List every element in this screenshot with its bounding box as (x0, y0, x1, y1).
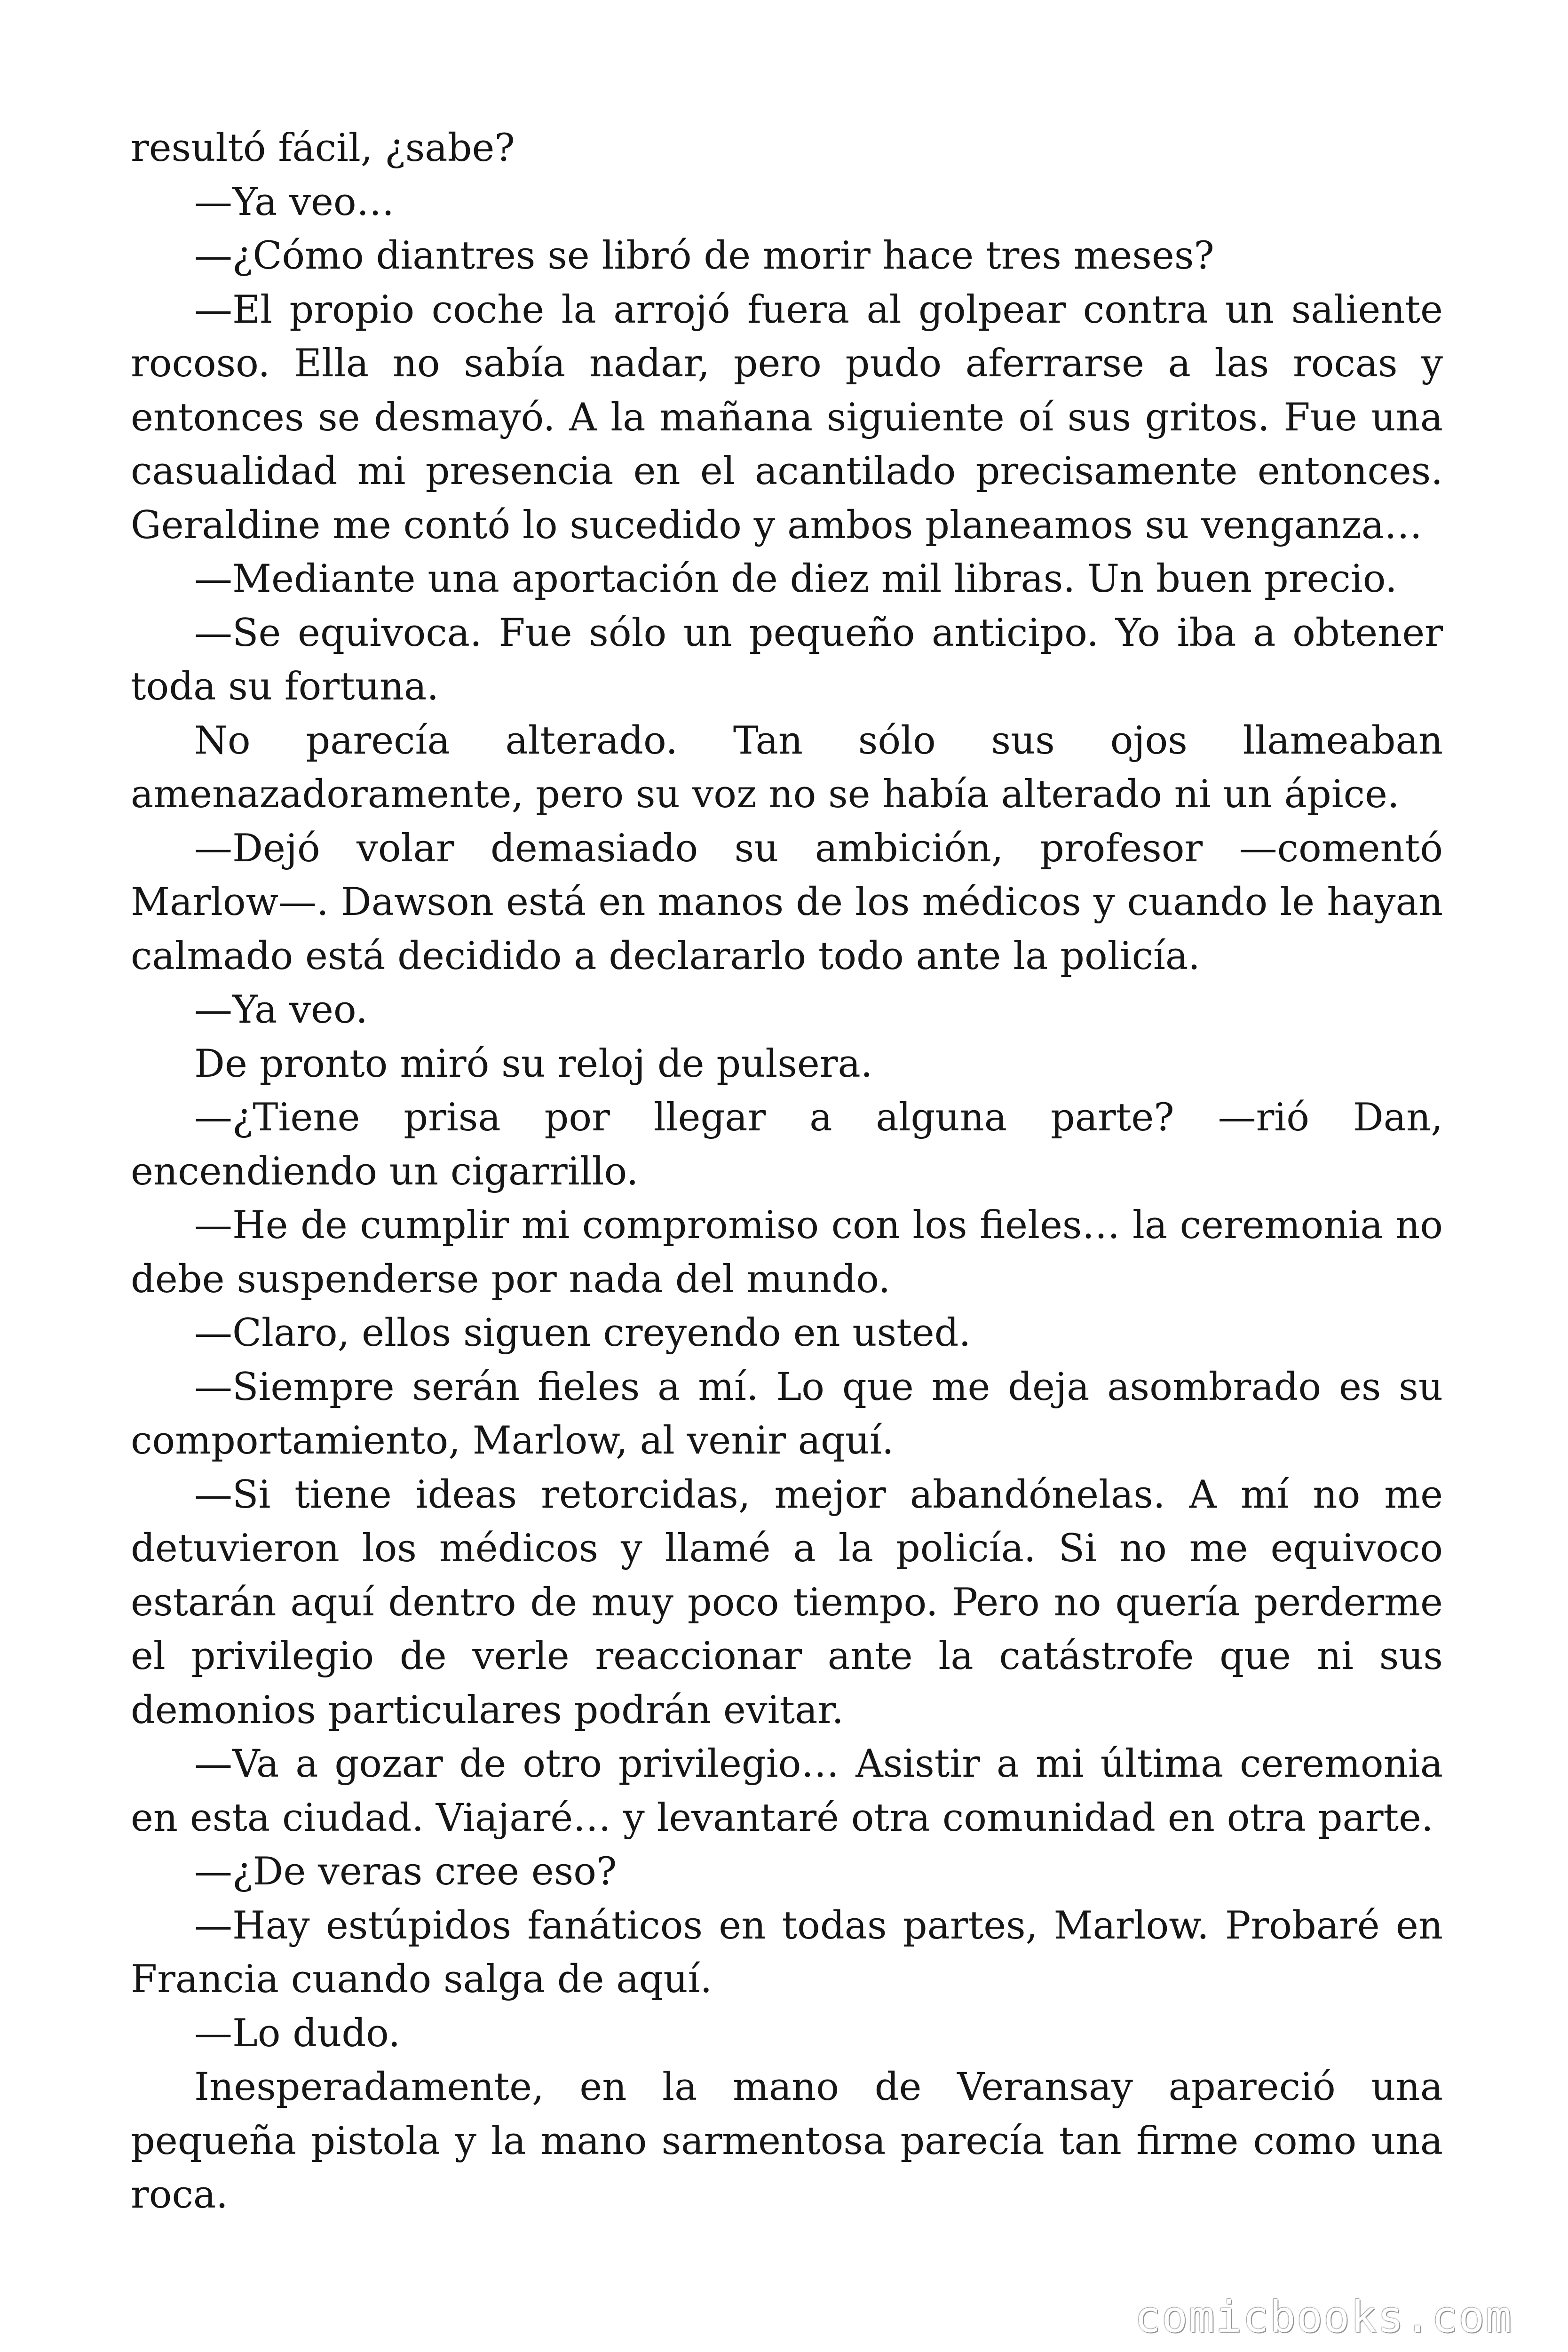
page-body (131, 121, 1443, 2222)
paragraph-18: —Hay estúpidos fanáticos en todas partes, Marlow. Probaré en Francia cuando salga de aquí. (131, 1903, 1443, 2002)
paragraph-20: Inesperadamente, en la mano de Veransay apareció una pequeña pistola y la mano sarmentosa parecía tan firme como una roca. (131, 2065, 1443, 2217)
paragraph-5: —Mediante una aportación de diez mil libras. Un buen precio. (194, 557, 1397, 601)
paragraph-9: —Ya veo. (194, 988, 368, 1032)
paragraph-1: resultó fácil, ¿sabe? (131, 126, 515, 170)
watermark: comicbooks.com (1134, 2292, 1513, 2342)
paragraph-7: No parecía alterado. Tan sólo sus ojos llameaban amenazadoramente, pero su voz no se había alterado ni un ápice. (131, 718, 1443, 817)
paragraph-6: —Se equivoca. Fue sólo un pequeño anticipo. Yo iba a obtener toda su fortuna. (131, 611, 1443, 709)
paragraph-16: —Va a gozar de otro privilegio… Asistir a mi última ceremonia en esta ciudad. Viajaré… y levantaré otra comunidad en otra parte. (131, 1742, 1443, 1840)
paragraph-17: —¿De veras cree eso? (194, 1850, 617, 1894)
paragraph-3: —¿Cómo diantres se libró de morir hace tres meses? (194, 234, 1214, 278)
paragraph-2: —Ya veo… (194, 180, 395, 224)
paragraph-10: De pronto miró su reloj de pulsera. (194, 1041, 873, 1086)
paragraph-19: —Lo dudo. (194, 2011, 401, 2056)
paragraph-12: —He de cumplir mi compromiso con los fieles… la ceremonia no debe suspenderse por nada del mundo. (131, 1203, 1443, 1302)
paragraph-8: —Dejó volar demasiado su ambición, profesor —comentó Marlow—. Dawson está en manos de los médicos y cuando le hayan calmado está decidido a declararlo todo ante la policía. (131, 826, 1443, 978)
paragraph-13: —Claro, ellos siguen creyendo en usted. (194, 1311, 971, 1355)
paragraph-11: —¿Tiene prisa por llegar a alguna parte? —rió Dan, encendiendo un cigarrillo. (131, 1096, 1443, 1194)
paragraph-14: —Siempre serán fieles a mí. Lo que me deja asombrado es su comportamiento, Marlow, al venir aquí. (131, 1365, 1443, 1463)
paragraph-4: —El propio coche la arrojó fuera al golpear contra un saliente rocoso. Ella no sabía nadar, pero pudo aferrarse a las rocas y entonces se desmayó. A la mañana siguiente oí sus gritos. Fue una casualidad mi presencia en el acantilado precisamente entonces. Geraldine me contó lo sucedido y ambos planeamos su venganza… (131, 287, 1443, 548)
paragraph-15: —Si tiene ideas retorcidas, mejor abandónelas. A mí no me detuvieron los médicos y llamé a la policía. Si no me equivoco estarán aquí dentro de muy poco tiempo. Pero no quería perderme el privilegio de verle reaccionar ante la catástrofe que ni sus demonios particulares podrán evitar. (131, 1472, 1443, 1732)
